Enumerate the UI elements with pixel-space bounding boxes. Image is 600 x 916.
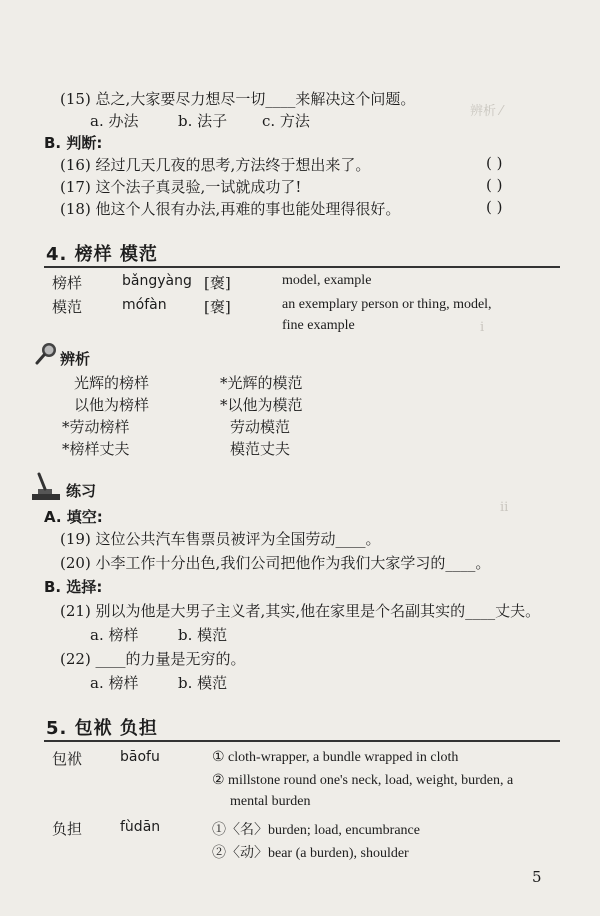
entry-mofan-def: an exemplary person or thing, model, <box>282 297 492 312</box>
q21-option-a[interactable]: a. 榜样 <box>90 626 139 644</box>
analysis-left-1: 光辉的榜样 <box>74 374 150 392</box>
question-18: (18) 他这个人很有办法,再难的事也能处理得很好。 <box>60 200 401 218</box>
question-22: (22) ____的力量是无穷的。 <box>60 650 246 668</box>
analysis-left-4: *榜样丈夫 <box>62 440 130 458</box>
q18-answer-paren[interactable]: ( ) <box>486 198 503 216</box>
entry-baofu-word: 包袱 <box>52 750 83 768</box>
entry-fudan-pinyin: fùdān <box>120 819 161 835</box>
q15-option-a[interactable]: a. 办法 <box>90 112 139 130</box>
entry-bangyang-word: 榜样 <box>52 274 83 292</box>
entry-bangyang-pinyin: bǎngyàng <box>122 273 192 289</box>
q17-answer-paren[interactable]: ( ) <box>486 176 503 194</box>
entry-mofan-pinyin: mófàn <box>122 297 167 313</box>
question-16: (16) 经过几天几夜的思考,方法终于想出来了。 <box>60 156 371 174</box>
entry-fudan-def-1: ①〈名〉burden; load, encumbrance <box>212 823 420 838</box>
analysis-label: 辨析 <box>60 350 91 368</box>
question-21: (21) 别以为他是大男子主义者,其实,他在家里是个名副其实的____丈夫。 <box>60 602 541 620</box>
analysis-right-3: 劳动模范 <box>230 418 291 436</box>
section-5-rule <box>44 740 560 742</box>
choice-label: B. 选择: <box>44 578 103 596</box>
question-19: (19) 这位公共汽车售票员被评为全国劳动____。 <box>60 530 381 548</box>
entry-mofan-def-cont: fine example <box>282 318 355 333</box>
section-4-title: 4. 榜样 模范 <box>46 244 158 265</box>
question-15: (15) 总之,大家要尽力想尽一切____来解决这个问题。 <box>60 90 416 108</box>
question-20: (20) 小李工作十分出色,我们公司把他作为我们大家学习的____。 <box>60 554 491 572</box>
q22-option-a[interactable]: a. 榜样 <box>90 674 139 692</box>
entry-mofan-word: 模范 <box>52 298 83 316</box>
magnifier-icon <box>34 340 60 370</box>
q15-option-b[interactable]: b. 法子 <box>178 112 228 130</box>
section-5-title: 5. 包袱 负担 <box>46 718 158 739</box>
analysis-right-2: *以他为模范 <box>220 396 303 414</box>
question-17: (17) 这个法子真灵验,一试就成功了! <box>60 178 302 196</box>
entry-bangyang-tag: [褒] <box>204 274 231 292</box>
entry-baofu-def-2: ② millstone round one's neck, load, weight, burden, a <box>212 773 514 788</box>
entry-baofu-pinyin: bāofu <box>120 749 160 765</box>
section-4-rule <box>44 266 560 268</box>
entry-baofu-def-2-cont: mental burden <box>230 794 311 809</box>
analysis-right-1: *光辉的模范 <box>220 374 303 392</box>
analysis-right-4: 模范丈夫 <box>230 440 291 458</box>
analysis-left-2: 以他为榜样 <box>74 396 150 414</box>
pen-stand-icon <box>30 472 64 506</box>
judge-label: B. 判断: <box>44 134 103 152</box>
page-number: 5 <box>532 868 542 886</box>
practice-label: 练习 <box>66 482 97 500</box>
entry-mofan-tag: [褒] <box>204 298 231 316</box>
entry-bangyang-def: model, example <box>282 273 372 288</box>
q16-answer-paren[interactable]: ( ) <box>486 154 503 172</box>
fill-label: A. 填空: <box>44 508 103 526</box>
q21-option-b[interactable]: b. 模范 <box>178 626 228 644</box>
entry-fudan-def-2: ②〈动〉bear (a burden), shoulder <box>212 846 409 861</box>
entry-fudan-word: 负担 <box>52 820 83 838</box>
entry-baofu-def-1: ① cloth-wrapper, a bundle wrapped in cloth <box>212 750 459 765</box>
analysis-left-3: *劳动榜样 <box>62 418 130 436</box>
q22-option-b[interactable]: b. 模范 <box>178 674 228 692</box>
q15-option-c[interactable]: c. 方法 <box>262 112 310 130</box>
